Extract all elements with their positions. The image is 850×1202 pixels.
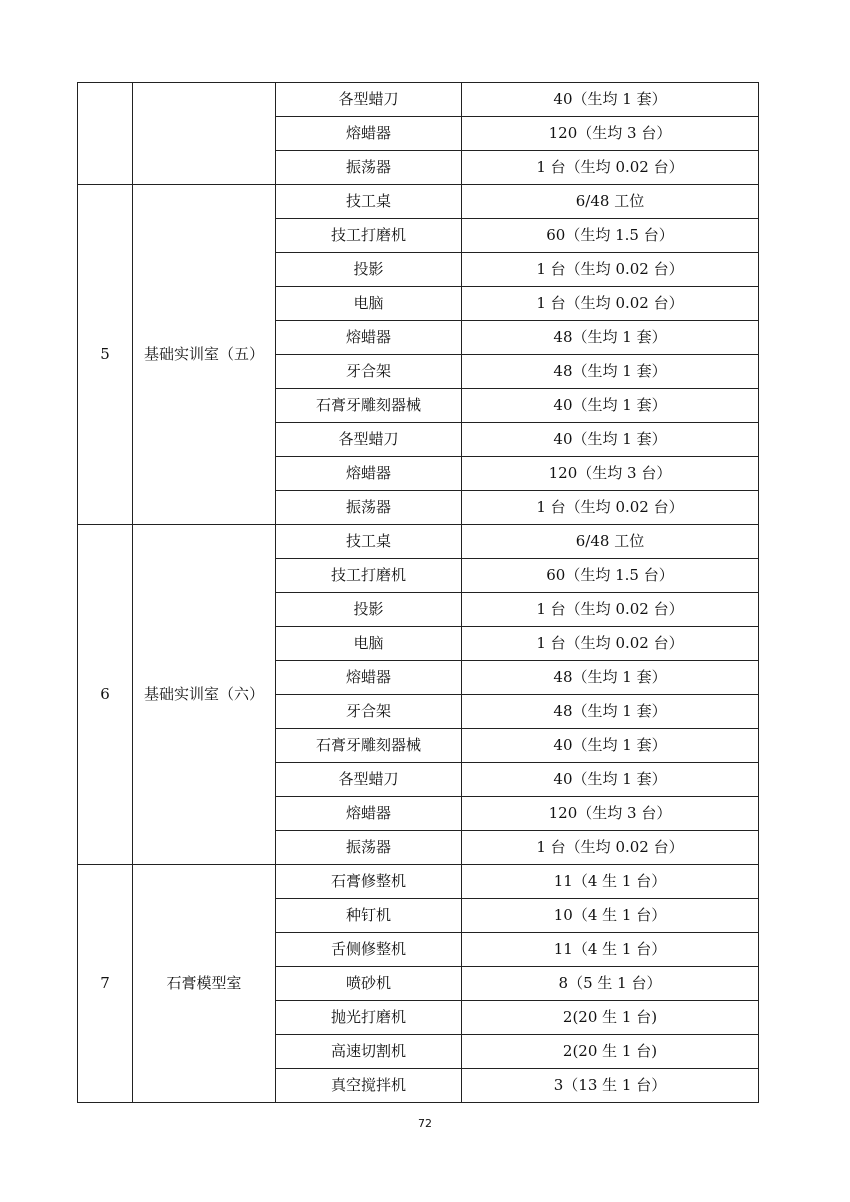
equipment-quantity-cell: 6/48 工位 — [462, 185, 759, 219]
equipment-table — [77, 82, 759, 1103]
equipment-name-cell: 高速切割机 — [276, 1035, 462, 1069]
equipment-name-cell: 技工打磨机 — [276, 219, 462, 253]
row-number-cell: 6 — [78, 525, 133, 865]
equipment-name-cell: 振荡器 — [276, 831, 462, 865]
equipment-name-cell: 石膏修整机 — [276, 865, 462, 899]
equipment-name-cell: 振荡器 — [276, 491, 462, 525]
equipment-name-cell: 种钉机 — [276, 899, 462, 933]
equipment-name-cell: 各型蜡刀 — [276, 83, 462, 117]
equipment-quantity-cell: 120（生均 3 台） — [462, 457, 759, 491]
equipment-name-cell: 技工桌 — [276, 525, 462, 559]
equipment-quantity-cell: 1 台（生均 0.02 台） — [462, 831, 759, 865]
page-number: 72 — [418, 1117, 432, 1130]
equipment-name-cell: 投影 — [276, 253, 462, 287]
equipment-quantity-cell: 60（生均 1.5 台） — [462, 219, 759, 253]
equipment-quantity-cell: 48（生均 1 套） — [462, 321, 759, 355]
row-number-cell: 7 — [78, 865, 133, 1103]
equipment-name-cell: 抛光打磨机 — [276, 1001, 462, 1035]
row-number-cell: 5 — [78, 185, 133, 525]
equipment-quantity-cell: 1 台（生均 0.02 台） — [462, 287, 759, 321]
equipment-quantity-cell: 1 台（生均 0.02 台） — [462, 491, 759, 525]
equipment-name-cell: 各型蜡刀 — [276, 763, 462, 797]
equipment-name-cell: 石膏牙雕刻器械 — [276, 729, 462, 763]
equipment-name-cell: 电脑 — [276, 627, 462, 661]
equipment-name-cell: 石膏牙雕刻器械 — [276, 389, 462, 423]
room-name-cell: 基础实训室（六） — [133, 525, 276, 865]
equipment-quantity-cell: 1 台（生均 0.02 台） — [462, 593, 759, 627]
equipment-quantity-cell: 40（生均 1 套） — [462, 423, 759, 457]
equipment-quantity-cell: 40（生均 1 套） — [462, 389, 759, 423]
equipment-name-cell: 熔蜡器 — [276, 797, 462, 831]
equipment-name-cell: 牙合架 — [276, 355, 462, 389]
equipment-quantity-cell: 10（4 生 1 台） — [462, 899, 759, 933]
equipment-quantity-cell: 120（生均 3 台） — [462, 117, 759, 151]
equipment-name-cell: 熔蜡器 — [276, 661, 462, 695]
equipment-name-cell: 电脑 — [276, 287, 462, 321]
equipment-quantity-cell: 120（生均 3 台） — [462, 797, 759, 831]
equipment-quantity-cell: 8（5 生 1 台） — [462, 967, 759, 1001]
table-row — [78, 865, 759, 899]
equipment-quantity-cell: 48（生均 1 套） — [462, 695, 759, 729]
table-row — [78, 83, 759, 117]
equipment-name-cell: 熔蜡器 — [276, 321, 462, 355]
room-name-cell: 基础实训室（五） — [133, 185, 276, 525]
equipment-quantity-cell: 6/48 工位 — [462, 525, 759, 559]
equipment-name-cell: 投影 — [276, 593, 462, 627]
equipment-quantity-cell: 2(20 生 1 台) — [462, 1001, 759, 1035]
equipment-name-cell: 技工桌 — [276, 185, 462, 219]
equipment-quantity-cell: 3（13 生 1 台） — [462, 1069, 759, 1103]
equipment-quantity-cell: 2(20 生 1 台) — [462, 1035, 759, 1069]
equipment-quantity-cell: 48（生均 1 套） — [462, 661, 759, 695]
equipment-name-cell: 振荡器 — [276, 151, 462, 185]
equipment-name-cell: 熔蜡器 — [276, 117, 462, 151]
room-name-cell: 石膏模型室 — [133, 865, 276, 1103]
equipment-quantity-cell: 40（生均 1 套） — [462, 83, 759, 117]
equipment-quantity-cell: 11（4 生 1 台） — [462, 933, 759, 967]
equipment-quantity-cell: 1 台（生均 0.02 台） — [462, 253, 759, 287]
table-row — [78, 525, 759, 559]
equipment-name-cell: 舌侧修整机 — [276, 933, 462, 967]
equipment-quantity-cell: 1 台（生均 0.02 台） — [462, 151, 759, 185]
room-name-cell — [133, 83, 276, 185]
row-number-cell — [78, 83, 133, 185]
equipment-quantity-cell: 60（生均 1.5 台） — [462, 559, 759, 593]
equipment-name-cell: 真空搅拌机 — [276, 1069, 462, 1103]
equipment-table-body — [78, 83, 759, 1103]
equipment-quantity-cell: 48（生均 1 套） — [462, 355, 759, 389]
equipment-name-cell: 各型蜡刀 — [276, 423, 462, 457]
equipment-quantity-cell: 40（生均 1 套） — [462, 729, 759, 763]
equipment-name-cell: 喷砂机 — [276, 967, 462, 1001]
equipment-quantity-cell: 40（生均 1 套） — [462, 763, 759, 797]
equipment-name-cell: 熔蜡器 — [276, 457, 462, 491]
equipment-quantity-cell: 1 台（生均 0.02 台） — [462, 627, 759, 661]
equipment-name-cell: 技工打磨机 — [276, 559, 462, 593]
table-row — [78, 185, 759, 219]
equipment-quantity-cell: 11（4 生 1 台） — [462, 865, 759, 899]
equipment-name-cell: 牙合架 — [276, 695, 462, 729]
